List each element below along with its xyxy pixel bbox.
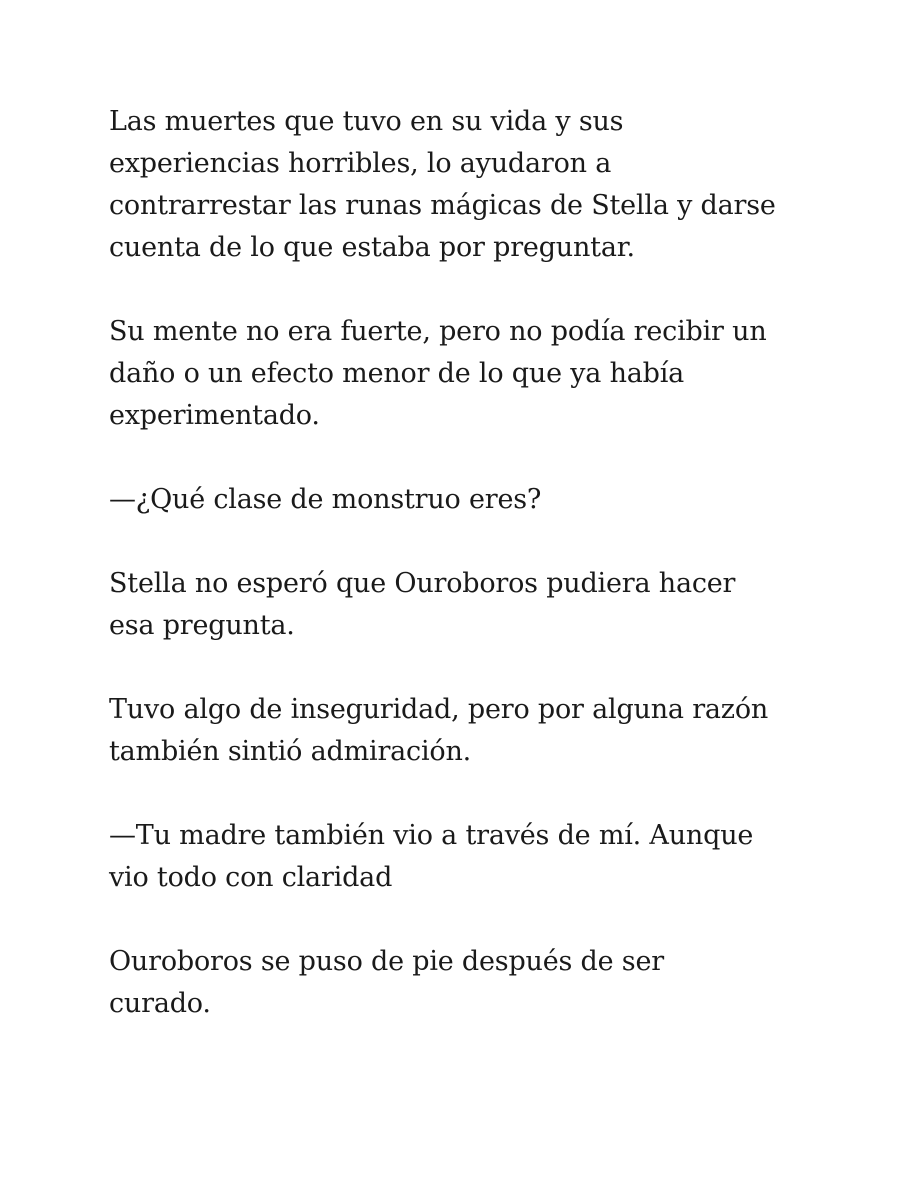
paragraph-2 [109,311,840,437]
dialogue-1 [109,479,840,521]
paragraph-5 [109,941,840,1025]
paragraph-3 [109,563,840,647]
text-line: esa pregunta. [109,610,295,641]
text-line: contrarrestar las runas mágicas de Stella y darse [109,190,776,221]
text-line: Tuvo algo de inseguridad, pero por alguna razón [109,694,769,725]
text-line: Su mente no era fuerte, pero no podía recibir un [109,316,767,347]
text-line: cuenta de lo que estaba por preguntar. [109,232,635,263]
text-line: —¿Qué clase de monstruo eres? [109,484,542,515]
text-line: curado. [109,988,211,1019]
text-line: Stella no esperó que Ouroboros pudiera hacer [109,568,736,599]
text-line: también sintió admiración. [109,736,472,767]
text-line: Ouroboros se puso de pie después de ser [109,946,664,977]
text-line: vio todo con claridad [109,862,393,893]
text-line: experiencias horribles, lo ayudaron a [109,148,612,179]
dialogue-2 [109,815,840,899]
paragraph-4 [109,689,840,773]
text-line: experimentado. [109,400,320,431]
text-line: —Tu madre también vio a través de mí. Aunque [109,820,754,851]
text-line: Las muertes que tuvo en su vida y sus [109,106,624,137]
text-line: daño o un efecto menor de lo que ya había [109,358,685,389]
paragraph-1 [109,101,840,269]
